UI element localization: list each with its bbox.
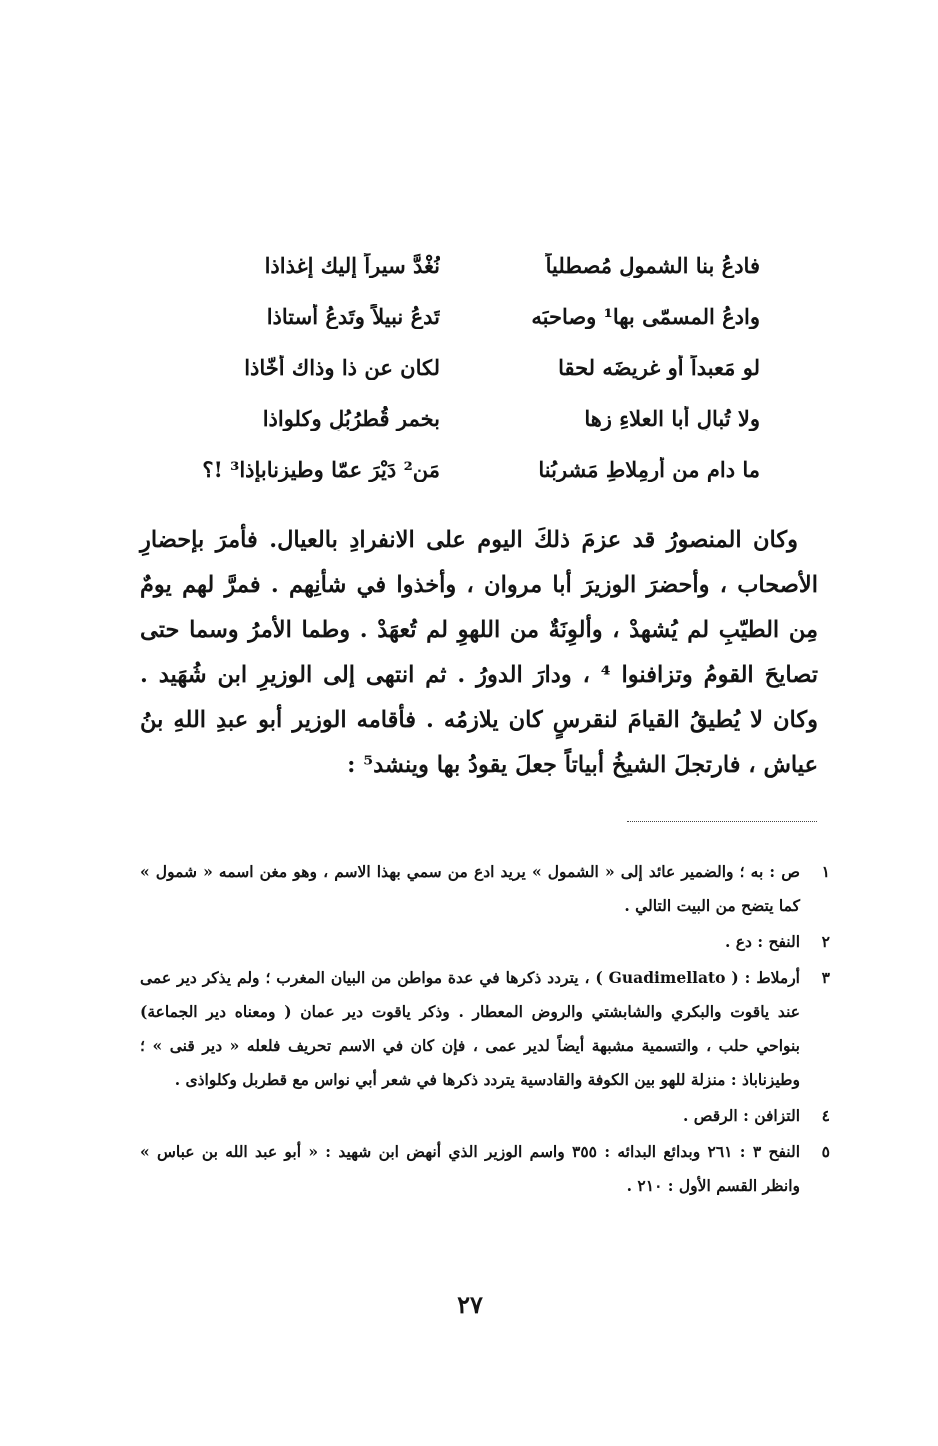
footnote: [140, 925, 830, 959]
first-hemistich: ما دام من أرمِلاطِ مَشربُنا: [538, 457, 760, 482]
footnote: [140, 1099, 830, 1133]
footnote: [140, 855, 830, 923]
footnote: [140, 1135, 830, 1203]
verse-line: [170, 240, 760, 291]
footnotes: [140, 855, 830, 1205]
footnote-number: ٤: [821, 1106, 830, 1125]
verse-line: [170, 291, 760, 342]
second-hemistich: تَدعُ نبيلاً وتَدعُ أستاذا: [266, 304, 440, 329]
footnote-text: التزافن : الرقص .: [682, 1106, 800, 1125]
first-hemistich: لو مَعبداً أو غريضَه لحقا: [558, 355, 760, 380]
footnote-text: النفح : دع .: [724, 932, 800, 951]
second-hemistich: لكان عن ذا وذاك أخّاذا: [244, 355, 440, 380]
footnote: [140, 961, 830, 1097]
footnote-separator: [627, 821, 817, 822]
second-hemistich: مَن² دَيْرَ عمّا وطيزنابإذا³ !؟: [202, 457, 440, 482]
first-hemistich: فادعُ بنا الشمولِ مُصطلياً: [545, 253, 760, 278]
verse-line: [170, 444, 760, 495]
paragraph-text: وكان المنصورُ قد عزمَ ذلكَ اليوم على الانفرادِ بالعيال. فأمرَ بإحضارِ الأصحاب ، وأحضرَ الوزيرَ أبا مروان ، وأخذوا في شأنِهم . فمرَّ لهم يومٌ مِن الطيّبِ لم يُشهدْ ، وألوِنَةٌ من اللهوِ لم تُعهَدْ . وطما الأمرُ وسما حتى تصايحَ القومُ وتزافنوا ⁴ ، ودارَ الدورُ . ثم انتهى إلى الوزيرِ ابن شُهَيد . وكان لا يُطيقُ القيامَ لنقرسٍ كان يلازمُه . فأقامه الوزير أبو عبدِ اللهِ بنُ عياش ، فارتجلَ الشيخُ أبياتاً جعلَ يقودُ بها وينشد⁵ :: [140, 527, 819, 778]
page-number: ٢٧: [457, 1290, 483, 1319]
footnote-number: ٣: [821, 968, 830, 987]
first-hemistich: ولا تُبالِ أبا العلاءِ زها: [584, 406, 760, 431]
footnote-number: ٢: [821, 932, 830, 951]
footnote-number: ٥: [821, 1142, 830, 1161]
verse-line: [170, 342, 760, 393]
footnote-number: ١: [821, 862, 830, 881]
footnote-text: النفح ٣ : ٢٦١ وبدائع البدائه : ٣٥٥ واسم الوزير الذي أنهض ابن شهيد : « أبو عبد الله بن عباس » وانظر القسم الأول : ٢١٠ .: [140, 1142, 801, 1195]
footnote-text: أرملاط : ( Guadimellato ) ، يتردد ذكرها في عدة مواطن من البيان المغرب ؛ ولم يذكر دير عمى عند ياقوت والبكري والشابشتي والروض المعطار . وذكر ياقوت دير عمان ( ومعناه دير الجماعة) بنواحي حلب ، والتسمية مشبهة أيضاً لدير عمى ، فإن كان في الاسم تحريف فلعله « دير قنى » ؛ وطيزناباذ : منزلة للهو بين الكوفة والقادسية يتردد ذكرها في شعر أبي نواس مع قطربل وكلواذى .: [140, 968, 800, 1089]
verse-line: [170, 393, 760, 444]
poem: [170, 240, 760, 495]
second-hemistich: بخمرِ قُطرُبُلِ وكلواذا: [262, 406, 440, 431]
first-hemistich: وادعُ المسمّى بها¹ وصاحبَه: [531, 304, 760, 329]
prose-paragraph: [140, 518, 818, 788]
second-hemistich: نُغْدَّ سيراً إليك إغذاذا: [264, 253, 440, 278]
footnote-text: ص : به ؛ والضمير عائد إلى « الشمول » يريد ادع من سمي بهذا الاسم ، وهو مغن اسمه « شمول » كما يتضح من البيت التالي .: [140, 862, 800, 915]
